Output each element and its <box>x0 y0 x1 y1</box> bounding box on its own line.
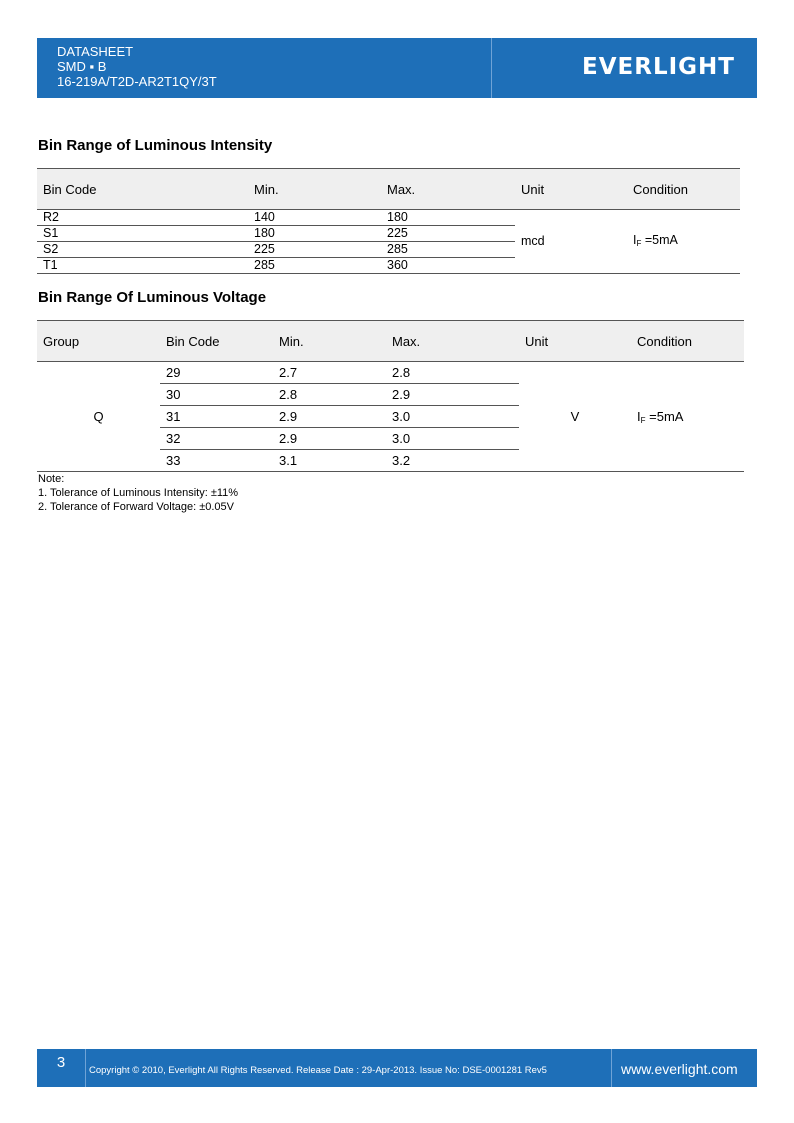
min-cell: 2.7 <box>273 362 386 384</box>
min-cell: 2.9 <box>273 406 386 428</box>
bin-code-cell: R2 <box>37 210 248 226</box>
footer-divider <box>85 1049 86 1087</box>
note-item: 1. Tolerance of Luminous Intensity: ±11% <box>38 487 239 499</box>
table-header-row <box>37 169 740 210</box>
min-cell: 2.8 <box>273 384 386 406</box>
min-cell: 225 <box>248 242 381 258</box>
website-link[interactable]: www.everlight.com <box>621 1061 738 1077</box>
max-cell: 3.2 <box>386 450 519 472</box>
everlight-logo: EVERLIGHT <box>582 54 735 80</box>
col-bin-code: Bin Code <box>160 321 273 362</box>
col-min: Min. <box>273 321 386 362</box>
condition-cell <box>627 210 740 274</box>
max-cell: 2.9 <box>386 384 519 406</box>
luminous-intensity-table <box>37 168 740 274</box>
bin-code-cell: 30 <box>160 384 273 406</box>
col-unit: Unit <box>515 169 627 210</box>
min-cell: 180 <box>248 226 381 242</box>
col-max: Max. <box>381 169 515 210</box>
condition-subscript: F <box>636 238 642 248</box>
condition-cell <box>631 362 744 472</box>
luminous-voltage-table <box>37 320 744 472</box>
col-group: Group <box>37 321 160 362</box>
col-unit: Unit <box>519 321 631 362</box>
page-header <box>37 38 757 98</box>
header-type: SMD ▪ B <box>57 59 107 74</box>
col-condition: Condition <box>627 169 740 210</box>
col-max: Max. <box>386 321 519 362</box>
max-cell: 225 <box>381 226 515 242</box>
header-part-number: 16-219A/T2D-AR2T1QY/3T <box>57 74 217 89</box>
unit-cell: V <box>519 362 631 472</box>
max-cell: 360 <box>381 258 515 274</box>
section-title-luminous-voltage: Bin Range Of Luminous Voltage <box>38 289 267 306</box>
bin-code-cell: 33 <box>160 450 273 472</box>
col-bin-code: Bin Code <box>37 169 248 210</box>
page-number: 3 <box>56 1054 66 1071</box>
bin-code-cell: 32 <box>160 428 273 450</box>
max-cell: 285 <box>381 242 515 258</box>
col-condition: Condition <box>631 321 744 362</box>
footer-divider <box>611 1049 612 1087</box>
table-header-row <box>37 321 744 362</box>
table-row <box>37 210 740 226</box>
condition-subscript: F <box>640 415 646 425</box>
header-divider <box>491 38 492 98</box>
bin-code-cell: S2 <box>37 242 248 258</box>
min-cell: 285 <box>248 258 381 274</box>
page-footer <box>37 1049 757 1087</box>
min-cell: 3.1 <box>273 450 386 472</box>
bin-code-cell: 29 <box>160 362 273 384</box>
header-datasheet: DATASHEET <box>57 44 134 59</box>
bin-code-cell: 31 <box>160 406 273 428</box>
condition-symbol: I <box>637 408 641 424</box>
min-cell: 2.9 <box>273 428 386 450</box>
copyright-text: Copyright © 2010, Everlight All Rights Reserved. Release Date : 29-Apr-2013. Issue No: DSE-0001281 Rev5 <box>89 1065 547 1076</box>
notes <box>38 472 238 514</box>
condition-symbol: I <box>633 232 637 247</box>
group-cell: Q <box>37 362 160 472</box>
header-info <box>37 38 491 98</box>
table-row <box>37 362 744 384</box>
condition-value: =5mA <box>641 232 678 247</box>
col-min: Min. <box>248 169 381 210</box>
unit-cell: mcd <box>515 210 627 274</box>
max-cell: 180 <box>381 210 515 226</box>
notes-title: Note: <box>38 473 65 485</box>
bin-code-cell: T1 <box>37 258 248 274</box>
note-item: 2. Tolerance of Forward Voltage: ±0.05V <box>38 501 235 513</box>
max-cell: 2.8 <box>386 362 519 384</box>
condition-value: =5mA <box>645 408 684 424</box>
max-cell: 3.0 <box>386 406 519 428</box>
min-cell: 140 <box>248 210 381 226</box>
max-cell: 3.0 <box>386 428 519 450</box>
section-title-luminous-intensity: Bin Range of Luminous Intensity <box>38 137 273 154</box>
bin-code-cell: S1 <box>37 226 248 242</box>
